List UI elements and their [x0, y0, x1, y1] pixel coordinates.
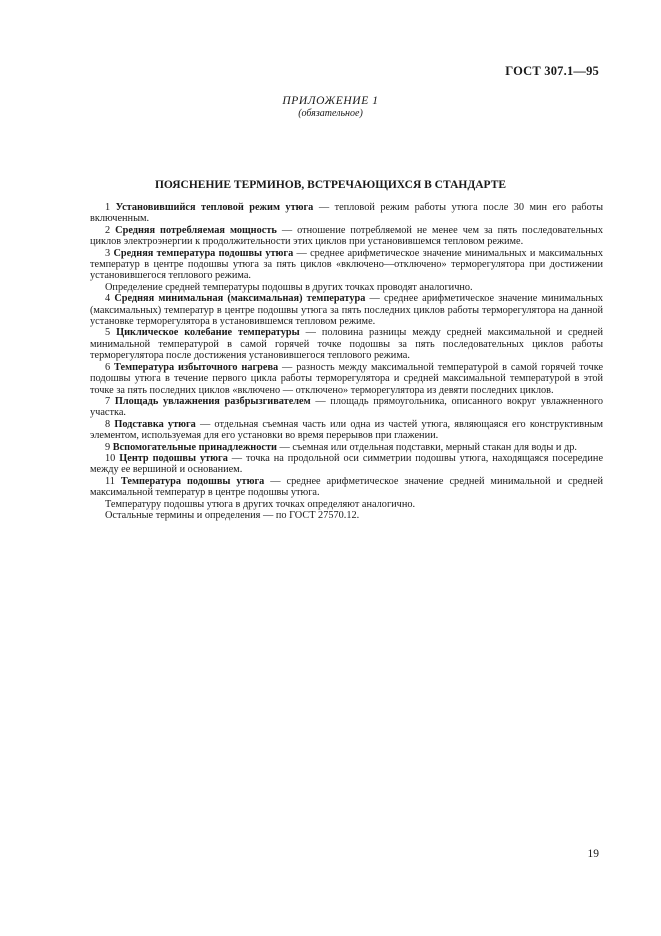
term-number: 11	[105, 475, 115, 487]
term-paragraph	[90, 327, 603, 361]
term-name: Вспомогательные принадлежности	[112, 441, 277, 453]
term-definition: — отношение потребляемой не менее чем за пять последовательных циклов электроэнергии к продолжительности этих циклов при установившемся тепловом режиме.	[90, 224, 604, 248]
term-number: 3	[105, 247, 111, 259]
appendix-heading	[0, 94, 661, 120]
term-paragraph	[90, 396, 603, 419]
term-number: 8	[105, 418, 111, 430]
term-number: 4	[105, 293, 111, 305]
appendix-title: ПРИЛОЖЕНИЕ 1	[282, 95, 379, 107]
term-paragraph	[90, 510, 603, 521]
term-name: Подставка утюга	[114, 418, 196, 430]
term-number: 9	[105, 441, 111, 453]
term-name: Центр подошвы утюга	[119, 452, 228, 464]
term-definition: — половина разницы между средней максимальной и средней минимальной температурой в самой горячей точке подошвы за пять последовательных циклов работы терморегулятора после достижения установившегося теплового режима.	[90, 327, 604, 362]
term-definition: — площадь прямоугольника, описанного вокруг увлажненного участка.	[90, 395, 603, 419]
term-definition: — разность между максимальной температурой в самой горячей точке подошвы утюга в течение первого цикла работы терморегулятора и средней максимальной температурой в этой точке за пять последних циклов «включено — отключено» терморегулятора из девяти последних циклов.	[90, 361, 604, 396]
term-paragraph	[90, 362, 603, 396]
term-name: Средняя минимальная (максимальная) температура	[114, 293, 366, 305]
term-name: Установившийся тепловой режим утюга	[115, 202, 314, 213]
term-definition: — отдельная съемная часть или одна из частей утюга, являющаяся его конструктивным элементом, используемая для его установки во время перерывов при глажении.	[90, 418, 604, 442]
term-definition: Определение средней температуры подошвы в других точках проводят аналогично.	[105, 281, 473, 293]
term-definition: Температуру подошвы утюга в других точках определяют аналогично.	[105, 498, 416, 510]
term-name: Температура подошвы утюга	[120, 475, 265, 487]
term-paragraph	[90, 293, 603, 327]
term-name: Температура избыточного нагрева	[114, 361, 279, 373]
term-paragraph	[90, 442, 603, 453]
term-number: 1	[105, 202, 111, 213]
term-number: 10	[105, 452, 116, 464]
term-paragraph	[90, 453, 603, 476]
term-paragraph	[90, 476, 603, 499]
term-paragraph	[90, 202, 603, 225]
term-definition: — тепловой режим работы утюга после 30 мин его работы включенным.	[90, 202, 604, 225]
term-number: 5	[105, 327, 111, 339]
term-number: 2	[105, 224, 111, 236]
term-definition: — точка на продольной оси симметрии подошвы утюга, находящаяся посередине между ее вершиной и основанием.	[90, 452, 604, 476]
term-definition: Остальные термины и определения — по ГОСТ 27570.12.	[105, 509, 360, 521]
term-definition: — съемная или отдельная подставки, мерный стакан для воды и др.	[279, 441, 577, 453]
term-paragraph	[90, 248, 603, 282]
term-name: Циклическое колебание температуры	[116, 327, 300, 339]
term-name: Средняя потребляемая мощность	[115, 224, 277, 236]
section-title: ПОЯСНЕНИЕ ТЕРМИНОВ, ВСТРЕЧАЮЩИХСЯ В СТАНДАРТЕ	[154, 179, 507, 191]
term-name: Площадь увлажнения разбрызгивателем	[114, 395, 311, 407]
appendix-status: (обязательное)	[298, 108, 363, 119]
term-paragraph	[90, 225, 603, 248]
term-paragraph	[90, 282, 603, 293]
term-number: 6	[105, 361, 111, 373]
page-number: 19	[587, 848, 599, 860]
standard-code: ГОСТ 307.1—95	[505, 64, 599, 78]
term-paragraph	[90, 499, 603, 510]
term-definition: — среднее арифметическое значение минимальных (максимальных) температур в центре подошвы утюга за пять последних циклов работы терморегулятора на данной установке терморегулятора в установившемся тепловом режиме.	[90, 293, 604, 328]
term-definition: — среднее арифметическое значение минимальных и максимальных температур в центре подошвы утюга за пять циклов «включено—отключено» терморегулятора при достижении установившегося теплового режима.	[90, 247, 604, 282]
term-name: Средняя температура подошвы утюга	[113, 247, 294, 259]
term-paragraph	[90, 419, 603, 442]
term-definition: — среднее арифметическое значение средней минимальной и средней максимальной температур в центре подошвы утюга.	[90, 475, 604, 499]
term-number: 7	[105, 395, 111, 407]
terms-body	[90, 202, 603, 521]
